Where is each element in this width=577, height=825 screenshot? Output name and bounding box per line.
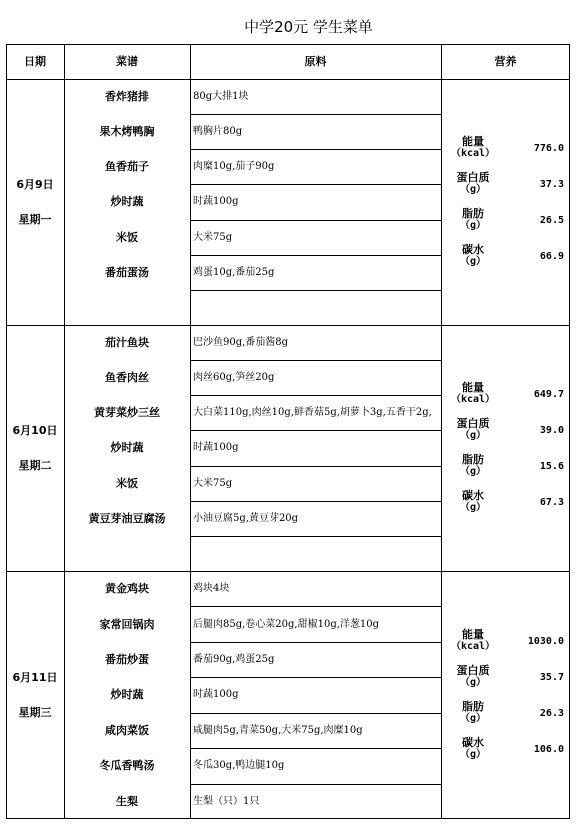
nutrition-label <box>443 623 503 659</box>
nutrition-value: 106.0 <box>533 743 564 755</box>
nutrition-unit: （kcal） <box>450 641 496 652</box>
header-menu: 菜谱 <box>116 55 138 68</box>
nutrition-value: 776.0 <box>533 142 564 154</box>
dish-ingredients: 生梨（只）1只 <box>193 795 260 807</box>
nutrition-name: 脂肪 <box>462 207 484 220</box>
dish-name: 咸肉菜饭 <box>105 723 149 737</box>
nutrition-name: 能量 <box>462 381 484 394</box>
dish-name: 炒时蔬 <box>110 195 144 209</box>
nutrition-value: 26.3 <box>539 707 564 719</box>
nutrition-unit: （g） <box>459 466 487 477</box>
dish-name: 米饭 <box>116 230 138 244</box>
nutrition-name: 碳水 <box>462 489 484 502</box>
nutrition-value: 67.3 <box>539 496 564 508</box>
dish-ingredients: 小油豆腐5g,黄豆芽20g <box>193 512 299 524</box>
day-date-cell <box>6 79 64 325</box>
dish-name: 炒时蔬 <box>110 441 144 455</box>
dish-ingredients: 咸腿肉5g,青菜50g,大米75g,肉糜10g <box>193 724 363 736</box>
dish-ingredients <box>191 290 441 325</box>
nutrition-value: 26.5 <box>539 214 564 226</box>
dish-ingredients: 肉丝60g,笋丝20g <box>193 372 275 384</box>
header-nutrition: 营养 <box>494 55 517 68</box>
nutrition-unit: （g） <box>459 502 487 513</box>
day-date: 6月9日 <box>16 178 54 191</box>
dish-ingredients: 后腿肉85g,卷心菜20g,甜椒10g,洋葱10g <box>193 618 380 630</box>
dish-name: 黄豆芽油豆腐汤 <box>88 511 166 525</box>
dish-ingredients: 番茄90g,鸡蛋25g <box>193 654 275 666</box>
dish-name: 香炸猪排 <box>105 90 149 104</box>
nutrition-name: 脂肪 <box>462 700 484 713</box>
nutrition-label <box>443 659 503 695</box>
nutrition-name: 蛋白质 <box>456 664 490 677</box>
nutrition-unit: （g） <box>459 749 487 760</box>
dish-ingredients: 冬瓜30g,鸭边腿10g <box>193 760 285 772</box>
dish-name: 番茄蛋汤 <box>105 265 149 279</box>
dish-ingredients: 大米75g <box>193 231 233 243</box>
dish-name: 冬瓜香鸭汤 <box>99 759 155 773</box>
dish-ingredients: 大白菜110g,肉丝10g,鲜香菇5g,胡萝卜3g,五香干2g, <box>193 407 432 419</box>
dish-name: 生梨 <box>116 794 138 808</box>
nutrition-label <box>443 695 503 731</box>
nutrition-label <box>443 238 503 274</box>
dish-ingredients: 鸭胸片80g <box>193 126 243 138</box>
nutrition-name: 蛋白质 <box>456 417 490 430</box>
dish-ingredients: 大米75g <box>193 477 233 489</box>
nutrition-label <box>443 731 503 767</box>
dish-name: 果木烤鸭胸 <box>99 125 155 139</box>
nutrition-value: 649.7 <box>533 388 564 400</box>
nutrition-label <box>443 448 503 484</box>
nutrition-label <box>443 376 503 412</box>
nutrition-unit: （g） <box>459 713 487 724</box>
header-ingredients: 原料 <box>304 55 327 68</box>
nutrition-unit: （kcal） <box>450 148 496 159</box>
header-date: 日期 <box>24 55 46 68</box>
dish-name: 黄芽菜炒三丝 <box>94 406 160 420</box>
nutrition-value: 15.6 <box>539 460 564 472</box>
dish-ingredients: 时蔬100g <box>193 196 239 208</box>
nutrition-label <box>443 202 503 238</box>
dish-name: 炒时蔬 <box>110 688 144 702</box>
nutrition-unit: （kcal） <box>450 394 496 405</box>
dish-ingredients <box>191 536 441 571</box>
day-weekday: 星期一 <box>18 213 52 226</box>
column-divider <box>441 44 442 819</box>
nutrition-value: 37.3 <box>539 178 564 190</box>
dish-name: 黄金鸡块 <box>105 582 149 596</box>
day-date: 6月11日 <box>12 671 58 684</box>
dish-name: 鱼香肉丝 <box>105 371 149 385</box>
nutrition-label <box>443 412 503 448</box>
nutrition-name: 碳水 <box>462 736 484 749</box>
dish-ingredients: 80g大排1块 <box>193 91 249 103</box>
dish-name: 鱼香茄子 <box>105 160 149 174</box>
nutrition-label <box>443 166 503 202</box>
dish-ingredients: 巴沙鱼90g,番茄酱8g <box>193 337 289 349</box>
nutrition-unit: （g） <box>459 430 487 441</box>
nutrition-name: 能量 <box>462 628 484 641</box>
nutrition-value: 39.0 <box>539 424 564 436</box>
dish-name: 家常回锅肉 <box>99 617 155 631</box>
day-weekday: 星期二 <box>18 459 52 472</box>
dish-ingredients: 肉糜10g,茄子90g <box>193 161 275 173</box>
dish-name <box>64 536 190 571</box>
nutrition-unit: （g） <box>459 220 487 231</box>
dish-ingredients: 时蔬100g <box>193 442 239 454</box>
day-date: 6月10日 <box>12 424 58 437</box>
day-date-cell <box>6 325 64 571</box>
dish-ingredients: 鸡蛋10g,番茄25g <box>193 266 275 278</box>
nutrition-value: 66.9 <box>539 250 564 262</box>
nutrition-name: 能量 <box>462 135 484 148</box>
dish-name <box>64 290 190 325</box>
page-title: 中学20元 学生菜单 <box>244 18 373 36</box>
nutrition-unit: （g） <box>459 256 487 267</box>
dish-name: 茄汁鱼块 <box>105 336 149 350</box>
day-date-cell <box>6 571 64 819</box>
nutrition-unit: （g） <box>459 677 487 688</box>
nutrition-unit: （g） <box>459 184 487 195</box>
dish-name: 番茄炒蛋 <box>105 653 149 667</box>
nutrition-value: 1030.0 <box>527 635 564 647</box>
nutrition-name: 蛋白质 <box>456 171 490 184</box>
dish-ingredients: 鸡块4块 <box>193 583 230 595</box>
nutrition-name: 脂肪 <box>462 453 484 466</box>
nutrition-name: 碳水 <box>462 243 484 256</box>
day-weekday: 星期三 <box>18 706 52 719</box>
dish-ingredients: 时蔬100g <box>193 689 239 701</box>
nutrition-label <box>443 484 503 520</box>
nutrition-label <box>443 130 503 166</box>
nutrition-value: 35.7 <box>539 671 564 683</box>
dish-name: 米饭 <box>116 476 138 490</box>
